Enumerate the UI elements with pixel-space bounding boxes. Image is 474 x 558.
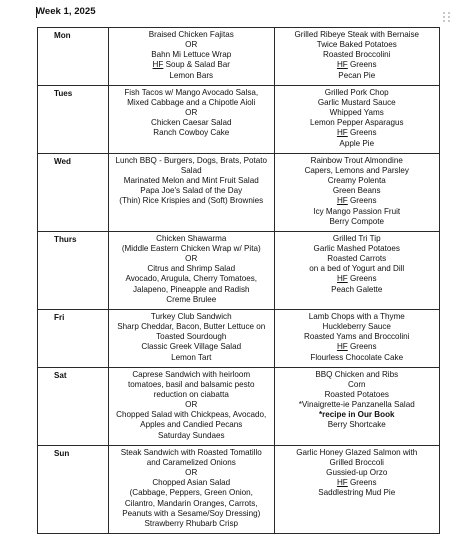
drag-handle-icon[interactable] bbox=[443, 12, 453, 26]
dinner-item: Berry Shortcake bbox=[327, 420, 386, 430]
lunch-item: Bahn Mi Lettuce Wrap bbox=[151, 50, 232, 60]
lunch-item: OR bbox=[185, 400, 198, 410]
menu-row-mon bbox=[38, 28, 440, 86]
lunch-item: Classic Greek Village Salad bbox=[141, 342, 242, 352]
dinner-item: Capers, Lemons and Parsley bbox=[304, 165, 409, 175]
lunch-item: Cilantro, Mandarin Oranges, Carrots, bbox=[124, 498, 258, 508]
dinner-cell bbox=[274, 231, 440, 309]
day-label: Tues bbox=[38, 85, 109, 153]
dinner-item: Creamy Polenta bbox=[327, 176, 386, 186]
dinner-item: Gussied-up Orzo bbox=[326, 468, 388, 478]
lunch-item: (Thin) Rice Krispies and (Soft) Brownies bbox=[119, 196, 264, 206]
dinner-item: Green Beans bbox=[332, 186, 381, 196]
dinner-item: Lamb Chops with a Thyme bbox=[308, 311, 405, 321]
dinner-item bbox=[277, 128, 438, 138]
dinner-item: Twice Baked Potatoes bbox=[316, 40, 397, 50]
day-label: Wed bbox=[38, 153, 109, 231]
menu-row-tues bbox=[38, 85, 440, 153]
dinner-cell bbox=[274, 367, 440, 445]
dinner-item: Grilled Tri Tip bbox=[332, 233, 381, 243]
dinner-item: *recipe in Our Book bbox=[318, 410, 395, 420]
lunch-item: Chicken Caesar Salad bbox=[150, 118, 232, 128]
dinner-cell bbox=[274, 85, 440, 153]
lunch-item: Toasted Sourdough bbox=[156, 332, 227, 342]
dinner-cell bbox=[274, 309, 440, 367]
lunch-cell bbox=[109, 153, 275, 231]
lunch-item-text: Soup & Salad Bar bbox=[163, 60, 230, 70]
dinner-item bbox=[277, 478, 438, 488]
page-title: Week 1, 2025 bbox=[36, 6, 96, 17]
dinner-item bbox=[277, 60, 438, 70]
dinner-item: Corn bbox=[347, 379, 366, 389]
lunch-item: tomatoes, basil and balsamic pesto bbox=[128, 379, 255, 389]
lunch-item: Mixed Cabbage and a Chipotle Aioli bbox=[127, 97, 256, 107]
lunch-item: Chicken Shawarma bbox=[156, 233, 227, 243]
lunch-item: (Middle Eastern Chicken Wrap w/ Pita) bbox=[121, 243, 261, 253]
hf-label: HF bbox=[336, 196, 348, 206]
lunch-item: OR bbox=[185, 254, 198, 264]
lunch-item: Sharp Cheddar, Bacon, Butter Lettuce on bbox=[117, 322, 266, 332]
dinner-item-text: Greens bbox=[347, 478, 377, 488]
dinner-item: Berry Compote bbox=[329, 216, 384, 226]
lunch-cell bbox=[109, 309, 275, 367]
dinner-item-text: Greens bbox=[347, 196, 377, 206]
lunch-item: Braised Chicken Fajitas bbox=[148, 30, 234, 39]
dinner-item: Apple Pie bbox=[339, 138, 375, 148]
dinner-item: Roasted Broccolini bbox=[323, 50, 391, 60]
hf-label: HF bbox=[336, 342, 348, 352]
lunch-item: Lemon Tart bbox=[171, 352, 212, 362]
lunch-cell bbox=[109, 367, 275, 445]
lunch-item: Jalapeno, Pineapple and Radish bbox=[132, 284, 250, 294]
dinner-item bbox=[277, 196, 438, 206]
lunch-item: Ranch Cowboy Cake bbox=[153, 128, 230, 138]
dinner-item: Huckleberry Sauce bbox=[322, 322, 391, 332]
dinner-item: on a bed of Yogurt and Dill bbox=[309, 264, 405, 274]
menu-row-sun bbox=[38, 445, 440, 533]
dinner-item: Roasted Carrots bbox=[327, 254, 387, 264]
dinner-item: Rainbow Trout Almondine bbox=[310, 155, 403, 165]
lunch-item: Peanuts with a Sesame/Soy Dressing) bbox=[122, 508, 261, 518]
hf-label: HF bbox=[336, 478, 348, 488]
lunch-item: Saturday Sundaes bbox=[157, 430, 225, 440]
dinner-item bbox=[277, 342, 438, 352]
day-label: Sun bbox=[38, 445, 109, 533]
day-label: Mon bbox=[38, 28, 109, 86]
dinner-item: Flourless Chocolate Cake bbox=[310, 352, 404, 362]
dinner-item: Garlic Mashed Potatoes bbox=[313, 243, 400, 253]
lunch-item: Citrus and Shrimp Salad bbox=[147, 264, 236, 274]
lunch-item: Steak Sandwich with Roasted Tomatillo bbox=[120, 447, 262, 457]
lunch-item: Salad bbox=[180, 165, 202, 175]
lunch-item: Caprese Sandwich with heirloom bbox=[132, 369, 251, 379]
dinner-item: Whipped Yams bbox=[329, 108, 384, 118]
dinner-item: BBQ Chicken and Ribs bbox=[315, 369, 399, 379]
lunch-item: reduction on ciabatta bbox=[153, 390, 229, 399]
dinner-item: Peach Galette bbox=[331, 284, 383, 294]
lunch-item: OR bbox=[185, 108, 198, 118]
lunch-item: OR bbox=[185, 40, 198, 50]
lunch-item: (Cabbage, Peppers, Green Onion, bbox=[129, 488, 253, 498]
lunch-item: Chopped Salad with Chickpeas, Avocado, bbox=[116, 410, 267, 420]
lunch-item: Papa Joe's Salad of the Day bbox=[140, 186, 243, 196]
hf-label: HF bbox=[152, 60, 164, 70]
dinner-item: Grilled Broccoli bbox=[329, 457, 384, 467]
dinner-item-text: Greens bbox=[347, 342, 377, 352]
lunch-cell bbox=[109, 445, 275, 533]
weekly-menu-table bbox=[37, 27, 440, 534]
menu-row-fri bbox=[38, 309, 440, 367]
dinner-item bbox=[277, 274, 438, 284]
menu-row-sat bbox=[38, 367, 440, 445]
lunch-cell bbox=[109, 231, 275, 309]
dinner-cell bbox=[274, 28, 440, 86]
dinner-item: Garlic Honey Glazed Salmon with bbox=[296, 447, 418, 457]
lunch-cell bbox=[109, 28, 275, 86]
lunch-item: Chopped Asian Salad bbox=[152, 478, 231, 488]
day-label: Sat bbox=[38, 367, 109, 445]
dinner-item: Grilled Ribeye Steak with Bernaise bbox=[294, 30, 420, 39]
menu-row-wed bbox=[38, 153, 440, 231]
lunch-item: Avocado, Arugula, Cherry Tomatoes, bbox=[125, 274, 258, 284]
lunch-item: Fish Tacos w/ Mango Avocado Salsa, bbox=[124, 87, 259, 97]
lunch-item: Creme Brulee bbox=[166, 294, 217, 304]
lunch-item: Strawberry Rhubarb Crisp bbox=[144, 518, 239, 528]
dinner-item-text: Greens bbox=[347, 128, 377, 138]
dinner-item: Saddlestring Mud Pie bbox=[318, 488, 396, 498]
dinner-item-text: Greens bbox=[347, 60, 377, 70]
lunch-item: Lunch BBQ - Burgers, Dogs, Brats, Potato bbox=[115, 155, 268, 165]
dinner-cell bbox=[274, 445, 440, 533]
menu-row-thurs bbox=[38, 231, 440, 309]
dinner-item: Roasted Potatoes bbox=[324, 390, 389, 399]
dinner-item: Roasted Yams and Broccolini bbox=[304, 332, 410, 342]
hf-label: HF bbox=[336, 128, 348, 138]
day-label: Fri bbox=[38, 309, 109, 367]
dinner-item: Lemon Pepper Asparagus bbox=[309, 118, 404, 128]
day-label: Thurs bbox=[38, 231, 109, 309]
lunch-item bbox=[111, 60, 272, 70]
lunch-item: Lemon Bars bbox=[169, 70, 214, 80]
hf-label: HF bbox=[336, 274, 348, 284]
lunch-item: OR bbox=[185, 468, 198, 478]
lunch-cell bbox=[109, 85, 275, 153]
lunch-item: and Caramelized Onions bbox=[146, 457, 236, 467]
lunch-item: Turkey Club Sandwich bbox=[150, 311, 232, 321]
dinner-item: Icy Mango Passion Fruit bbox=[313, 206, 401, 216]
dinner-item: Pecan Pie bbox=[338, 70, 376, 80]
dinner-cell bbox=[274, 153, 440, 231]
dinner-item: *Vinaigrette-ie Panzanella Salad bbox=[298, 400, 415, 410]
dinner-item: Garlic Mustard Sauce bbox=[317, 97, 396, 107]
hf-label: HF bbox=[336, 60, 348, 70]
dinner-item: Grilled Pork Chop bbox=[324, 87, 389, 97]
lunch-item: Apples and Candied Pecans bbox=[140, 420, 243, 430]
dinner-item-text: Greens bbox=[347, 274, 377, 284]
lunch-item: Marinated Melon and Mint Fruit Salad bbox=[123, 176, 259, 186]
